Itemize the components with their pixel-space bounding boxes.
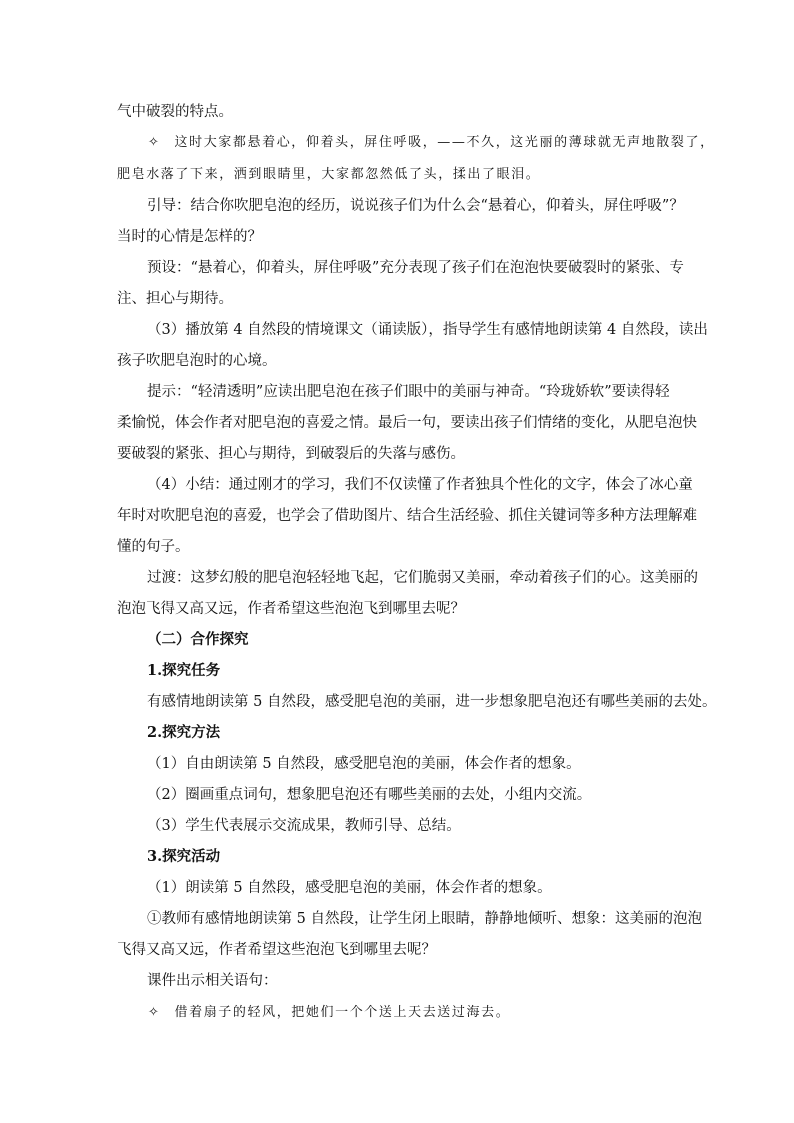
quote-line: ✧ 借着扇子的轻风，把她们一个个送上天去送过海去。: [148, 1005, 511, 1020]
bullet-diamond-icon: ✧: [148, 1005, 161, 1020]
paragraph-line: 柔愉悦，体会作者对肥皂泡的喜爱之情。最后一句，要读出孩子们情绪的变化，从肥皂泡快: [117, 415, 697, 431]
quote-line: ✧ 这时大家都悬着心，仰着头，屏住呼吸，——不久，这光丽的薄球就无声地散裂了，: [148, 135, 715, 150]
quote-line: 肥皂水落了下来，洒到眼睛里，大家都忽然低了头，揉出了眼泪。: [117, 167, 541, 182]
list-item: （1）自由朗读第 5 自然段，感受肥皂泡的美丽，体会作者的想象。: [147, 756, 581, 772]
paragraph-line: 引导：结合你吹肥皂泡的经历，说说孩子们为什么会“悬着心，仰着头，屏住呼吸”？: [147, 198, 684, 214]
section-heading: （二）合作探究: [147, 631, 249, 648]
list-item: （1）朗读第 5 自然段，感受肥皂泡的美丽，体会作者的想象。: [147, 880, 552, 896]
paragraph-line: （3）播放第 4 自然段的情境课文（诵读版），指导学生有感情地朗读第 4 自然段，读出: [147, 322, 708, 338]
paragraph-line: 过渡：这梦幻般的肥皂泡轻轻地飞起，它们脆弱又美丽，牵动着孩子们的心。这美丽的: [147, 570, 698, 586]
paragraph-line: ①教师有感情地朗读第 5 自然段，让学生闭上眼睛，静静地倾听、想象：这美丽的泡泡: [147, 911, 702, 927]
bullet-diamond-icon: ✧: [148, 135, 161, 150]
paragraph-line: 当时的心情是怎样的？: [117, 229, 262, 245]
paragraph-line: 提示：“轻清透明”应读出肥皂泡在孩子们眼中的美丽与神奇。“玲珑娇软”要读得轻: [147, 384, 670, 400]
list-item: （2）圈画重点词句，想象肥皂泡还有哪些美丽的去处，小组内交流。: [147, 787, 592, 803]
paragraph-line: （4）小结：通过刚才的学习，我们不仅读懂了作者独具个性化的文字，体会了冰心童: [147, 477, 693, 493]
paragraph-line: 气中破裂的特点。: [117, 104, 233, 120]
paragraph-line: 要破裂的紧张、担心与期待，到破裂后的失落与感伤。: [117, 446, 465, 462]
subsection-heading: 2.探究方法: [147, 724, 221, 741]
paragraph-line: 懂的句子。: [117, 539, 190, 555]
paragraph-line: 课件出示相关语句：: [147, 973, 278, 989]
paragraph-line: 预设：“悬着心，仰着头，屏住呼吸”充分表现了孩子们在泡泡快要破裂时的紧张、专: [147, 260, 684, 276]
paragraph-line: 年时对吹肥皂泡的喜爱，也学会了借助图片、结合生活经验、抓住关键词等多种方法理解难: [117, 508, 697, 524]
paragraph-line: 有感情地朗读第 5 自然段，感受肥皂泡的美丽，进一步想象肥皂泡还有哪些美丽的去处。: [147, 694, 717, 710]
paragraph-line: 泡泡飞得又高又远，作者希望这些泡泡飞到哪里去呢？: [117, 601, 465, 617]
list-item: （3）学生代表展示交流成果，教师引导、总结。: [147, 818, 461, 834]
paragraph-line: 孩子吹肥皂泡时的心境。: [117, 353, 277, 369]
subsection-heading: 3.探究活动: [147, 848, 221, 865]
subsection-heading: 1.探究任务: [147, 662, 221, 679]
paragraph-line: 注、担心与期待。: [117, 291, 233, 307]
paragraph-line: 飞得又高又远，作者希望这些泡泡飞到哪里去呢？: [117, 942, 436, 958]
